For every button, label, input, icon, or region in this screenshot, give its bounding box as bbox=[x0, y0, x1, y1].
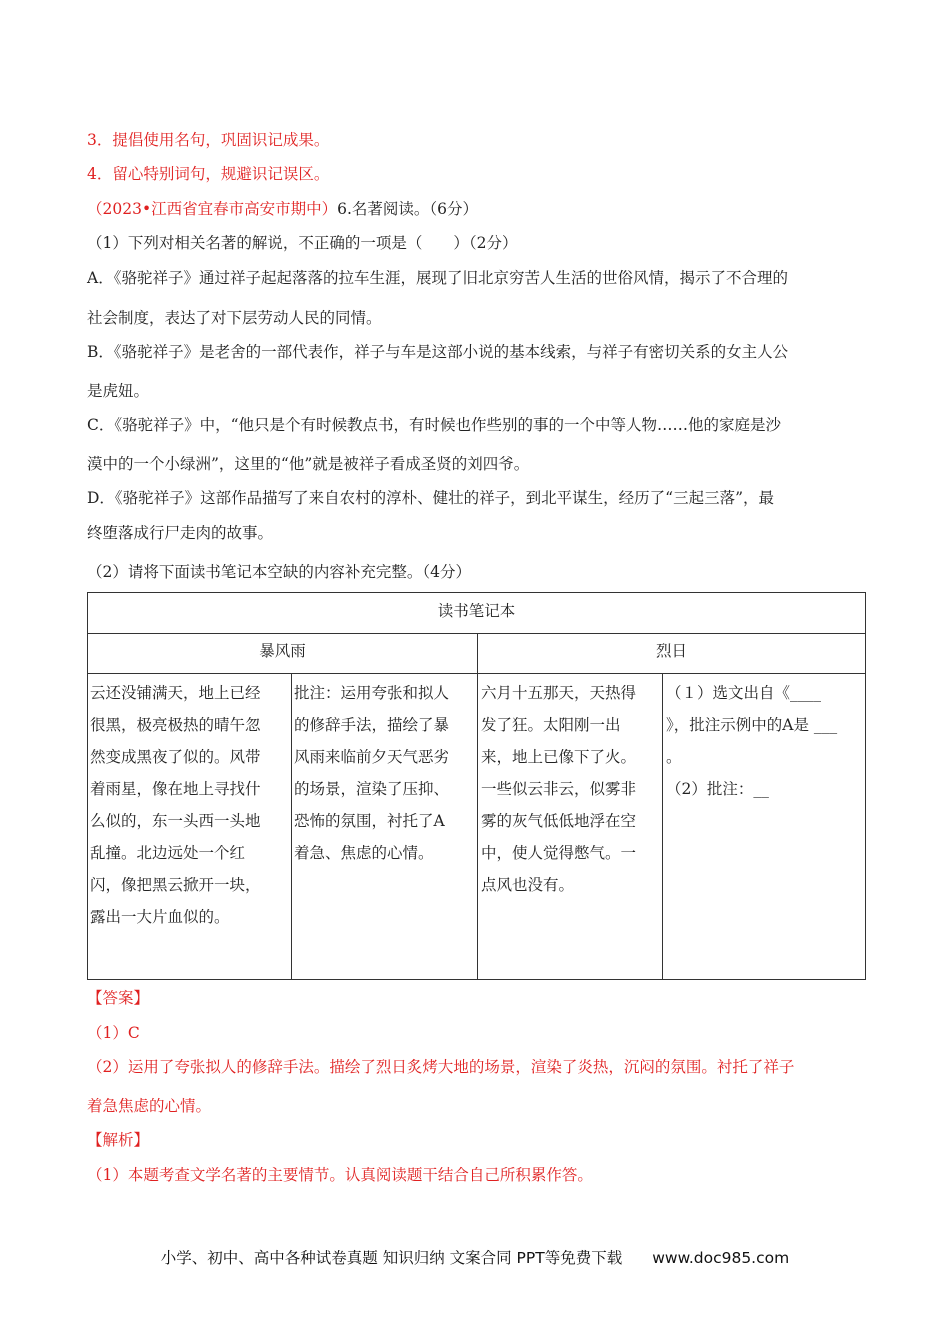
footer-url[interactable]: www.doc985.com bbox=[652, 1249, 790, 1267]
question-source: （2023•江西省宜春市高安市期中） bbox=[87, 200, 338, 218]
footer-text: 小学、初中、高中各种试卷真题 知识归纳 文案合同 PPT等免费下载 bbox=[160, 1249, 623, 1267]
question-header bbox=[87, 199, 478, 219]
page-footer bbox=[0, 1246, 950, 1268]
tip-4: 4．留心特别词句，规避识记误区。 bbox=[87, 165, 330, 183]
answer-2-line1: （2）运用了夸张拟人的修辞手法。描绘了烈日炙烤大地的场景，渲染了炎热，沉闷的氛围。衬托了祥子 bbox=[87, 1058, 795, 1076]
option-b-line1: B．《骆驼祥子》是老舍的一部代表作，祥子与车是这部小说的基本线索，与祥子有密切关系的女主人公 bbox=[87, 343, 789, 361]
tip-3: 3．提倡使用名句，巩固识记成果。 bbox=[87, 131, 330, 149]
sun-excerpt: 六月十五那天，天热得 发了狂。太阳刚一出 来，地上已像下了火。 一些似云非云，似雾非 雾的灰气低低地浮在空 中，使人觉得憋气。一 点风也没有。 bbox=[481, 684, 637, 894]
reading-notebook-table bbox=[87, 592, 866, 980]
answer-label: 【答案】 bbox=[87, 989, 150, 1007]
option-b-line2: 是虎妞。 bbox=[87, 382, 150, 400]
option-a-line2: 社会制度，表达了对下层劳动人民的同情。 bbox=[87, 309, 382, 327]
question-part2: （2）请将下面读书笔记本空缺的内容补充完整。（4分） bbox=[87, 563, 471, 581]
storm-excerpt: 云还没铺满天，地上已经 很黑，极亮极热的晴午忽 然变成黑夜了似的。风带 着雨星，像在地上寻找什 么似的，东一头西一头地 乱撞。北边远处一个红 闪，像把黑云掀开一块， 露出一大片血似的。 bbox=[90, 684, 261, 926]
analysis-1: （1）本题考查文学名著的主要情节。认真阅读题干结合自己所积累作答。 bbox=[87, 1166, 593, 1184]
question-part1: （1）下列对相关名著的解说，不正确的一项是（ ）（2分） bbox=[87, 234, 518, 252]
option-c-line1: C．《骆驼祥子》中，“他只是个有时候教点书，有时候也作些别的事的一个中等人物……他的家庭是沙 bbox=[87, 416, 782, 434]
fill-blank-1: （１）选文出自《____ bbox=[666, 684, 822, 702]
fill-blank-2: 》，批注示例中的A是 ___ bbox=[666, 716, 838, 734]
analysis-label: 【解析】 bbox=[87, 1131, 150, 1149]
answer-2-line2: 着急焦虑的心情。 bbox=[87, 1097, 212, 1115]
question-title: 6.名著阅读。（6分） bbox=[337, 200, 478, 218]
sun-fill-in: （１）选文出自《____ 》，批注示例中的A是 ___ 。 （2）批注：__ bbox=[666, 677, 864, 805]
storm-annotation: 批注：运用夸张和拟人 的修辞手法，描绘了暴 风雨来临前夕天气恶劣 的场景，渲染了压抑、 恐怖的氛围，衬托了A 着急、焦虑的心情。 bbox=[294, 684, 450, 862]
column-sun: 烈日 bbox=[655, 642, 687, 660]
option-c-line2: 漠中的一个小绿洲”，这里的“他”就是被祥子看成圣贤的刘四爷。 bbox=[87, 455, 530, 473]
option-d-line1: D．《骆驼祥子》这部作品描写了来自农村的淳朴、健壮的祥子，到北平谋生，经历了“三起三落”，最 bbox=[87, 489, 775, 507]
option-a-line1: A．《骆驼祥子》通过祥子起起落落的拉车生涯，展现了旧北京穷苦人生活的世俗风情，揭示了不合理的 bbox=[87, 269, 788, 287]
notebook-title: 读书笔记本 bbox=[437, 602, 516, 620]
fill-blank-3: （2）批注：__ bbox=[666, 780, 769, 798]
answer-1: （1）C bbox=[87, 1024, 140, 1042]
option-d-line2: 终堕落成行尸走肉的故事。 bbox=[87, 524, 274, 542]
column-storm: 暴风雨 bbox=[259, 642, 306, 660]
